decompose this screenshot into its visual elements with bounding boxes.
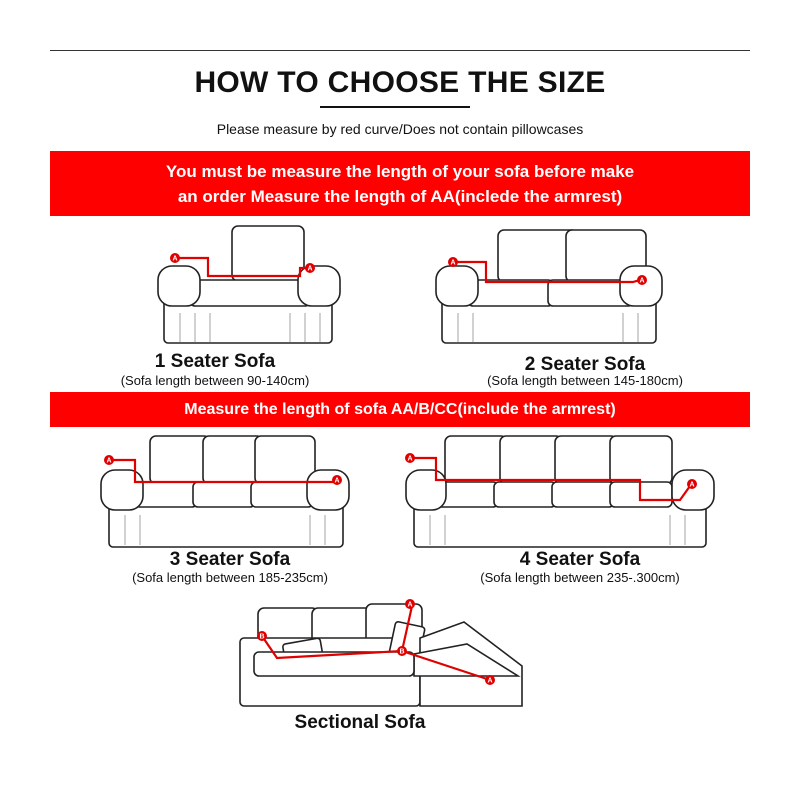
page-title: HOW TO CHOOSE THE SIZE — [194, 66, 606, 99]
marker-label: A — [689, 481, 695, 489]
sofa-name: 2 Seater Sofa — [524, 354, 646, 375]
marker-label: A — [639, 277, 645, 285]
marker-label: A — [407, 601, 413, 609]
sofa-name: 1 Seater Sofa — [154, 351, 276, 372]
sofa-range: (Sofa length between 90-140cm) — [120, 373, 310, 388]
measure-instruction-banner — [50, 151, 750, 216]
banner-line-2: an order Measure the length of AA(inclede the armrest) — [177, 186, 623, 206]
marker-label: A — [407, 455, 413, 463]
sofa-range: (Sofa length between 185-235cm) — [132, 570, 328, 585]
four-seater-sofa-illustration — [400, 430, 720, 555]
sofa-name: 4 Seater Sofa — [519, 549, 641, 570]
marker-label: A — [334, 477, 340, 485]
marker-label: A — [487, 677, 493, 685]
sofa-range: (Sofa length between 235-.300cm) — [480, 570, 680, 585]
marker-label: A — [106, 457, 112, 465]
sofa-name: Sectional Sofa — [294, 712, 426, 733]
banner-text: Measure the length of sofa AA/B/CC(include the armrest) — [184, 400, 616, 418]
measure-all-banner — [50, 392, 750, 427]
sofa-range: (Sofa length between 145-180cm) — [487, 373, 683, 388]
marker-label: A — [450, 259, 456, 267]
marker-label: A — [172, 255, 178, 263]
title-underline — [320, 106, 470, 108]
banner-line-1: You must be measure the length of your sofa before make — [165, 161, 635, 181]
one-seater-sofa-illustration — [150, 218, 350, 353]
marker-label: A — [307, 265, 313, 273]
sofa-name: 3 Seater Sofa — [169, 549, 291, 570]
page-subtitle: Please measure by red curve/Does not contain pillowcases — [216, 121, 584, 137]
marker-label: B — [259, 633, 265, 641]
sectional-sofa-illustration — [232, 596, 532, 714]
marker-label: B — [399, 648, 405, 656]
two-seater-sofa-illustration — [428, 218, 668, 353]
three-seater-sofa-illustration — [95, 430, 355, 555]
top-divider — [50, 50, 750, 51]
